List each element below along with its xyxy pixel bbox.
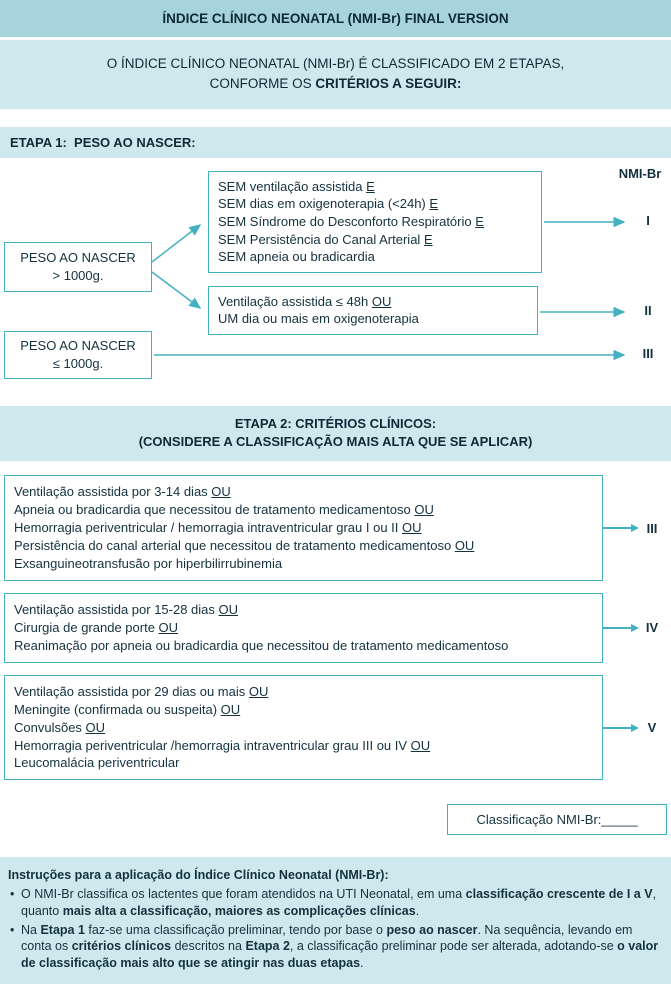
criteria-line: SEM ventilação assistida E [218,178,375,194]
intro-section [0,40,671,109]
classification-label: Classificação NMI-Br:_____ [476,812,638,828]
intro-line2: CONFORME OS CRITÉRIOS A SEGUIR: [209,76,462,92]
criteria-line: Convulsões OU [14,719,106,735]
intro-line1: O ÍNDICE CLÍNICO NEONATAL (NMI-Br) É CLASSIFICADO EM 2 ETAPAS, [106,56,565,71]
criteria-line: Cirurgia de grande porte OU [14,619,179,635]
classification-level-ii: II [644,302,652,318]
criteria-line: Ventilação assistida por 29 dias ou mais OU [14,683,269,699]
criteria-line: Ventilação assistida por 15-28 dias OU [14,601,239,617]
classification-level-iii: III [642,345,654,361]
arrow-branch-down [152,272,200,308]
peso-maior-box [4,242,152,292]
criteria-line: Ventilação assistida por 3-14 dias OU [14,484,231,500]
criteria-line: SEM dias em oxigenoterapia (<24h) E [218,196,439,212]
peso-menor-box [4,331,152,379]
arrow-right-icon [603,627,637,629]
instructions-title: Instruções para a aplicação do Índice Clínico Neonatal (NMI-Br): [8,868,389,883]
classification-level: V [647,720,657,736]
etapa2-title-line2: (CONSIDERE A CLASSIFICAÇÃO MAIS ALTA QUE SE APLICAR) [138,434,533,450]
criteria-line: Exsanguineotransfusão por hiperbilirrubinemia [14,555,283,571]
criteria-line: Reanimação por apneia ou bradicardia que necessitou de tratamento medicamentoso [14,637,509,653]
etapa1-title: ETAPA 1: PESO AO NASCER: [0,127,671,158]
arrow-right-icon [603,727,637,729]
criteria-line: Leucomalácia periventricular [14,755,180,771]
criteria-box [4,675,603,781]
criteria-line: PESO AO NASCER [20,337,136,353]
instructions-bullets [8,886,663,972]
criteria-line: SEM Persistência do Canal Arterial E [218,231,433,247]
instruction-bullet [8,922,663,972]
criteria-line: UM dia ou mais em oxigenoterapia [218,311,419,327]
classification-level-i: I [646,212,650,228]
criteria-group-row [4,593,667,663]
criteria-box [4,475,603,581]
classification-result-box [447,804,667,835]
page-title: ÍNDICE CLÍNICO NEONATAL (NMI-Br) FINAL VERSION [0,0,671,37]
criteria-line: Hemorragia periventricular /hemorragia intraventricular grau III ou IV OU [14,737,431,753]
etapa2-criteria-groups [0,461,671,792]
etapa2-title [0,406,671,462]
classification-level: III [646,520,658,536]
criteria-line: Hemorragia periventricular / hemorragia intraventricular grau I ou II OU [14,520,422,536]
arrow-branch-up [152,225,200,262]
etapa2-title-line1: ETAPA 2: CRITÉRIOS CLÍNICOS: [234,415,437,431]
criteria-group-row [4,675,667,781]
criteria-line: SEM Síndrome do Desconforto Respiratório E [218,213,484,229]
nmi-br-column-header: NMI-Br [618,165,662,181]
criteria-line: PESO AO NASCER [20,249,136,265]
etapa1-flowchart [0,158,671,406]
arrow-right-icon [603,527,637,529]
instructions-section [0,857,671,984]
bullet-icon: • [10,922,15,937]
criteria-box [4,593,603,663]
criteria-line: Ventilação assistida ≤ 48h OU [218,293,392,309]
criteria-line: ≤ 1000g. [52,355,104,371]
ventilacao-box [208,286,538,335]
classification-level: IV [645,620,659,636]
instruction-text: Na Etapa 1 faz-se uma classificação preliminar, tendo por base o peso ao nascer. Na sequência, levando em conta os critérios clínicos descritos na Etapa 2, a classificação preliminar pode ser alterada, adotando-se o valor de classificação mais alto que se atingir nas duas etapas. [21,922,659,971]
instruction-text: O NMI-Br classifica os lactentes que foram atendidos na UTI Neonatal, em uma classificação crescente de I a V, quanto mais alta a classificação, maiores as complicações clínicas. [21,887,657,918]
criteria-group-row [4,475,667,581]
criteria-line: Apneia ou bradicardia que necessitou de tratamento medicamentoso OU [14,502,434,518]
criteria-line: SEM apneia ou bradicardia [218,249,375,265]
bullet-icon: • [10,887,15,902]
criteria-line: > 1000g. [52,267,104,283]
sem-criteria-box [208,171,542,273]
instruction-bullet [8,886,663,920]
criteria-line: Meningite (confirmada ou suspeita) OU [14,701,241,717]
criteria-line: Persistência do canal arterial que necessitou de tratamento medicamentoso OU [14,538,475,553]
